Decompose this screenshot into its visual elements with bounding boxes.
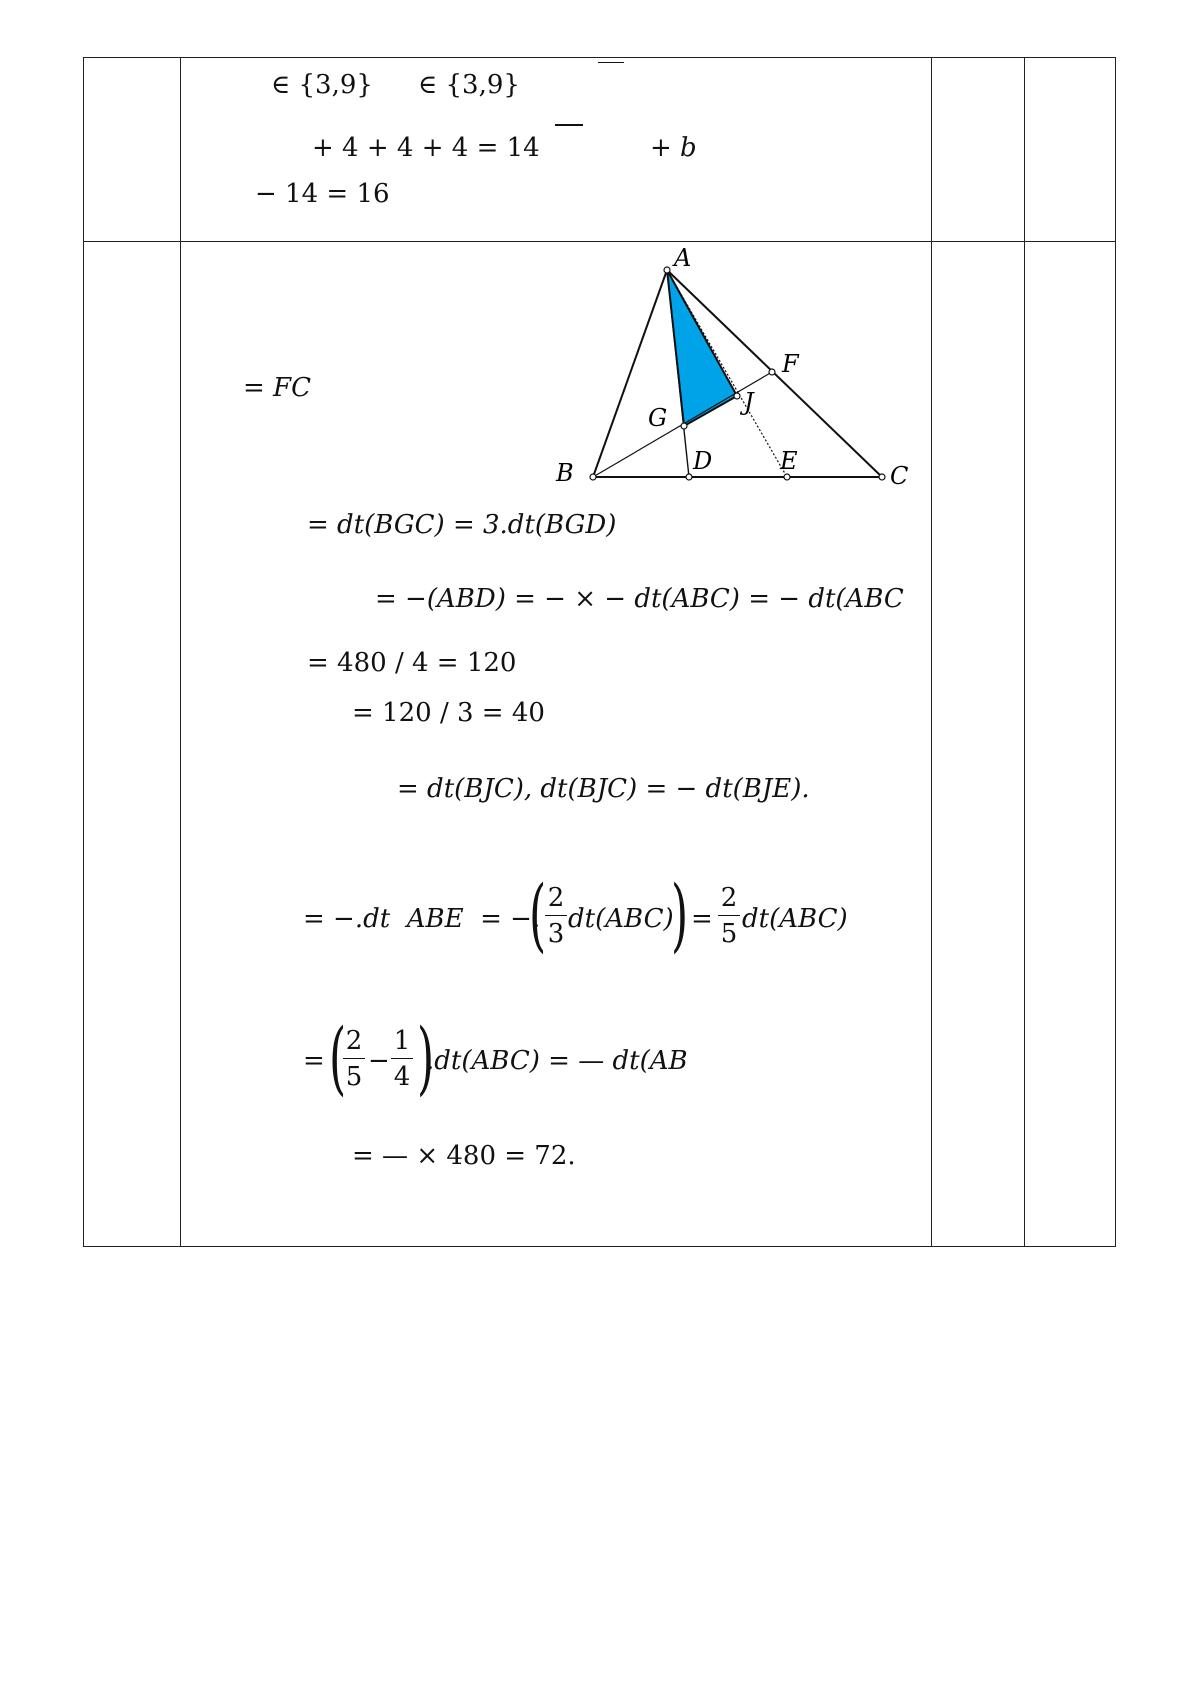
column-divider-2 bbox=[931, 58, 932, 1246]
row1-line1-b: ∈ {3,9} bbox=[418, 70, 520, 100]
label-f: F bbox=[782, 350, 799, 378]
row1-line1-a: ∈ {3,9} bbox=[271, 70, 373, 100]
eq6-equals: = bbox=[691, 904, 713, 934]
eq-abd: = −(ABD) = − × − dt(ABC) = − dt(ABC bbox=[375, 584, 904, 614]
fraction-numerator: 2 bbox=[720, 883, 738, 913]
fraction-numerator: 2 bbox=[345, 1026, 363, 1056]
overline-mark-2 bbox=[555, 124, 583, 126]
fraction-denominator: 5 bbox=[720, 919, 738, 949]
fraction-2-5 bbox=[718, 885, 740, 947]
eq6-right: dt(ABC) bbox=[742, 904, 848, 934]
right-paren: ) bbox=[671, 868, 689, 961]
eq-bgc: = dt(BGC) = 3.dt(BGD) bbox=[307, 510, 617, 540]
point-d bbox=[686, 474, 692, 480]
eq-fc: = FC bbox=[243, 373, 311, 403]
eq-bjc: = dt(BJC), dt(BJC) = − dt(BJE). bbox=[397, 774, 810, 804]
point-j bbox=[734, 393, 740, 399]
triangle-figure bbox=[540, 238, 920, 500]
point-c bbox=[879, 474, 885, 480]
column-divider-3 bbox=[1024, 58, 1025, 1246]
left-paren: ( bbox=[529, 868, 547, 961]
row1-line2-a: + 4 + 4 + 4 = 14 bbox=[312, 133, 540, 163]
eq-120: = 120 / 3 = 40 bbox=[352, 698, 545, 728]
fraction-numerator: 1 bbox=[393, 1026, 411, 1056]
row1-line3: − 14 = 16 bbox=[255, 179, 390, 209]
label-b: B bbox=[556, 459, 574, 487]
row1-line2-b: + b bbox=[650, 133, 697, 163]
eq6-left: = −.dt ABE = −. bbox=[303, 904, 541, 934]
point-a bbox=[664, 267, 670, 273]
eq-final: = — × 480 = 72. bbox=[352, 1141, 576, 1171]
fraction-denominator: 5 bbox=[345, 1062, 363, 1092]
eq7-left: = bbox=[303, 1046, 325, 1076]
fraction-1-4 bbox=[391, 1028, 413, 1090]
side-ab bbox=[593, 270, 667, 477]
label-c: C bbox=[890, 462, 909, 490]
eq-480: = 480 / 4 = 120 bbox=[307, 648, 517, 678]
fraction-2-3 bbox=[545, 885, 567, 947]
point-f bbox=[769, 369, 775, 375]
label-a: A bbox=[674, 244, 692, 272]
point-b bbox=[590, 474, 596, 480]
label-j: J bbox=[744, 388, 754, 416]
fraction-denominator: 3 bbox=[547, 919, 565, 949]
right-paren: ) bbox=[417, 1011, 435, 1104]
eq7-minus: − bbox=[368, 1046, 390, 1076]
shaded-triangle-agj bbox=[667, 270, 737, 426]
left-paren: ( bbox=[329, 1011, 347, 1104]
eq7-right: .dt(ABC) = — dt(AB bbox=[426, 1046, 688, 1076]
label-d: D bbox=[693, 447, 713, 475]
eq6-mid: dt(ABC) bbox=[568, 904, 674, 934]
label-g: G bbox=[648, 404, 668, 432]
column-divider-1 bbox=[180, 58, 181, 1246]
fraction-numerator: 2 bbox=[547, 883, 565, 913]
fraction-denominator: 4 bbox=[393, 1062, 411, 1092]
point-g bbox=[681, 423, 687, 429]
label-e: E bbox=[780, 447, 798, 475]
fraction-2-5 bbox=[343, 1028, 365, 1090]
overline-mark bbox=[598, 62, 624, 63]
